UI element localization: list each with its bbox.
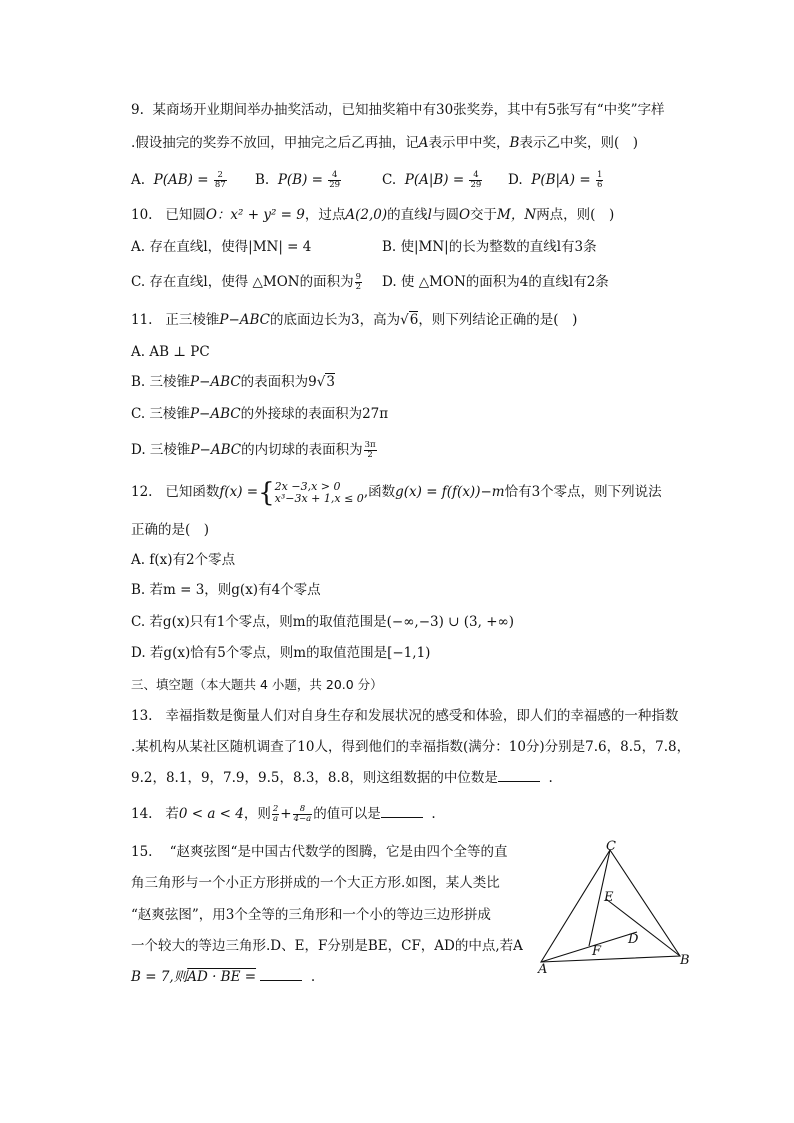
q12-option-c: C. 若g(x)只有1个零点，则m的取值范围是(−∞,−3) ∪ (3, +∞) [131, 614, 515, 630]
q14-answer-blank[interactable] [381, 804, 423, 818]
q15-answer-blank[interactable] [260, 967, 302, 981]
segment-b-e [606, 899, 680, 956]
q9-option-b: B. P(B) = $\frac{4}{29}$ [255, 170, 341, 190]
q11-option-d: D. 三棱锥P−ABC的内切球的表面积为 $\frac{3\pi}{2}$ [131, 440, 376, 460]
q13-answer-blank[interactable] [498, 768, 540, 782]
q15-line5: B = 7,则AD · BE = . [131, 969, 316, 985]
section-fill-in-heading: 三、填空题（本大题共 4 小题，共 20.0 分） [131, 677, 383, 692]
q9-line1 [131, 100, 665, 120]
q14-number: 14. [131, 806, 153, 822]
label-d: D [628, 932, 639, 947]
label-f: F [592, 944, 602, 959]
q11-option-c: C. 三棱锥P−ABC的外接球的表面积为27π [131, 406, 389, 422]
q10-option-c: C. 存在直线l，使得 △MON的面积为 $\frac{9}{2}$ [131, 272, 362, 292]
q9-stem-line1: 某商场开业期间举办抽奖活动，已知抽奖箱中有30张奖券，其中有5张写有“中奖”字样 [152, 102, 665, 118]
q9-option-a: A. P(AB) = $\frac{2}{87}$ [131, 170, 226, 190]
q9-line2: .假设抽完的奖券不放回，甲抽完之后乙再抽，记A表示甲中奖，B表示乙中奖，则( ) [131, 135, 639, 151]
label-e: E [604, 890, 614, 905]
q10-number: 10. [131, 207, 153, 223]
q12-number: 12. [131, 484, 153, 500]
q10-stem: 10. 已知圆O：x² + y² = 9，过点A(2,0)的直线l与圆O交于M，N两点，则( ) [131, 207, 615, 223]
q9-number: 9. [131, 102, 144, 118]
q11-number: 11. [131, 312, 153, 328]
q12-option-a: A. f(x)有2个零点 [131, 552, 236, 568]
label-c: C [606, 839, 616, 854]
q10-option-a: A. 存在直线l，使得|MN| = 4 [131, 239, 312, 255]
q14-stem: 14. 若0 < a < 4，则 $\frac{2}{a}$ + $\frac{8}{4-a}$ 的值可以是 . [131, 804, 436, 824]
q13-line2: .某机构从某社区随机调查了10人，得到他们的幸福指数(满分：10分)分别是7.6，8.5，7.8， [131, 739, 691, 755]
segment-a-d [541, 932, 637, 962]
q13-number: 13. [131, 708, 153, 724]
q15-triangle-figure [530, 838, 730, 978]
label-a: A [538, 962, 548, 977]
q11-stem: 11. 正三棱锥P−ABC的底面边长为3，高为√6，则下列结论正确的是( ) [131, 312, 578, 328]
q11-option-b: B. 三棱锥P−ABC的表面积为9√3 [131, 374, 335, 390]
q15-line1: 15. “赵爽弦图“是中国古代数学的图腾，它是由四个全等的直 [131, 844, 508, 860]
q13-line1: 13. 幸福指数是衡量人们对自身生存和发展状况的感受和体验，即人们的幸福感的一种指数 [131, 708, 679, 724]
q13-line3: 9.2，8.1，9，7.9，9.5，8.3，8.8，则这组数据的中位数是 . [131, 770, 553, 786]
q15-line3: “赵爽弦图”，用3个全等的三角形和一个小的等边三边形拼成 [131, 907, 491, 923]
q12-stem: 12. 已知函数f(x) ={ 2x −3,x > 0 x³−3x + 1,x ≤ 0 ,函数g(x) = f(f(x))−m恰有3个零点，则下列说法 [131, 477, 662, 508]
q9-option-c: C. P(A|B) = $\frac{4}{29}$ [382, 170, 482, 190]
q12-option-b: B. 若m = 3，则g(x)有4个零点 [131, 582, 321, 598]
q11-option-a: A. AB ⊥ PC [131, 344, 210, 360]
q15-number: 15. [131, 844, 153, 860]
q10-option-d: D. 使 △MON的面积为4的直线l有2条 [382, 274, 609, 290]
q15-line2: 角三角形与一个小正方形拼成的一个大正方形.如图，某人类比 [131, 875, 500, 891]
q12-stem-line2: 正确的是( ) [131, 522, 210, 538]
q15-line4: 一个较大的等边三角形.D、E，F分别是BE，CF，AD的中点,若A [131, 938, 523, 954]
label-b: B [680, 953, 690, 968]
q9-option-d: D. P(B|A) = $\frac{1}{6}$ [508, 170, 603, 190]
outer-equilateral-triangle [541, 850, 680, 962]
q12-option-d: D. 若g(x)恰有5个零点，则m的取值范围是[−1,1) [131, 645, 431, 661]
q10-option-b: B. 使|MN|的长为整数的直线l有3条 [382, 239, 597, 255]
